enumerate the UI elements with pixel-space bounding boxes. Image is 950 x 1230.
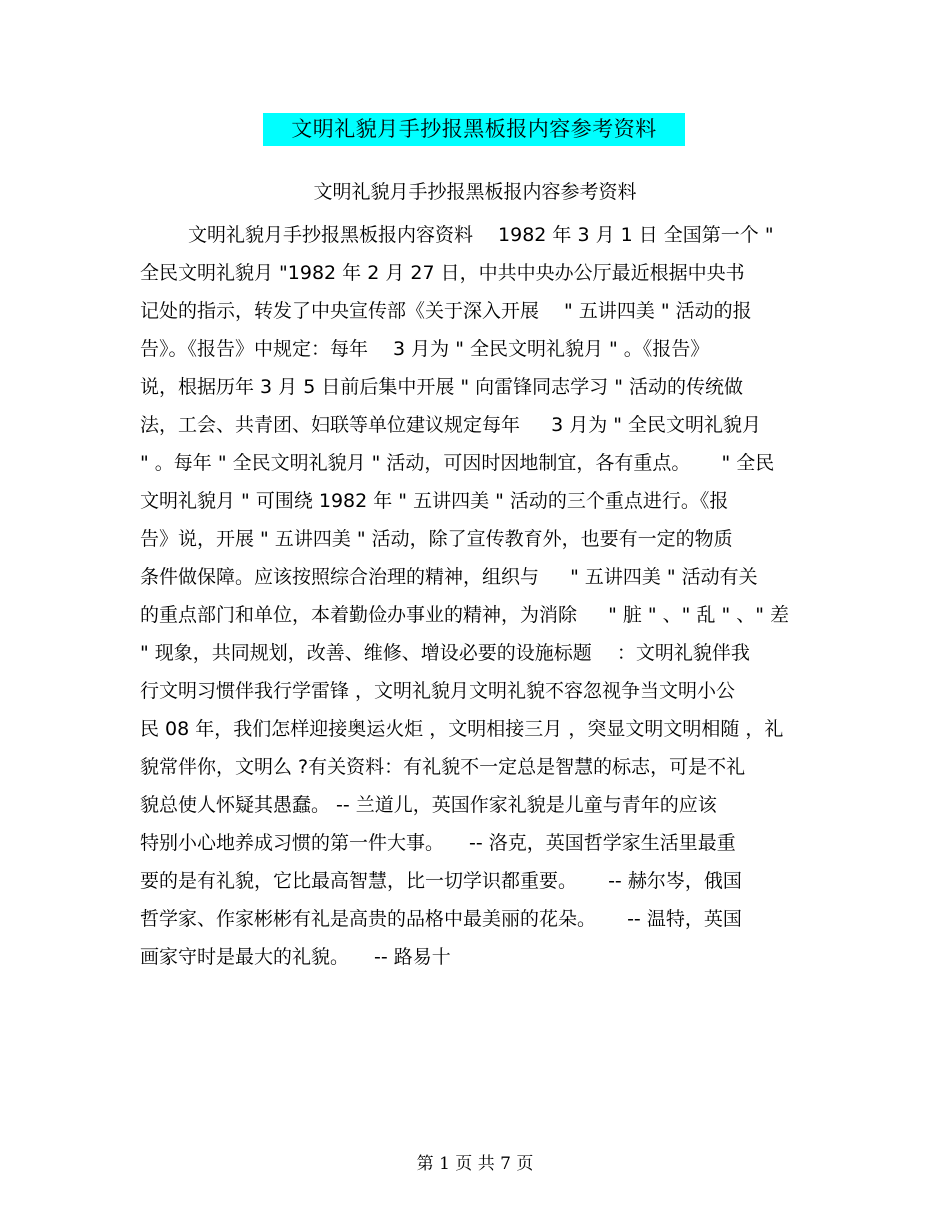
body-line: 特别小心地养成习惯的第一件大事。 -- 洛克，英国哲学家生活里最重 [140, 832, 736, 854]
body-line: 法，工会、共青团、妇联等单位建议规定每年 3 月为 " 全民文明礼貌月 [140, 414, 762, 436]
body-line: 貌总使人怀疑其愚蠢。 -- 兰道儿，英国作家礼貌是儿童与青年的应该 [140, 794, 717, 816]
header-title: 文明礼貌月手抄报黑板报内容参考资料 [263, 113, 685, 146]
body-line: 条件做保障。应该按照综合治理的精神，组织与 " 五讲四美 " 活动有关 [140, 566, 758, 588]
body-line: 民 08 年，我们怎样迎接奥运火炬 ，文明相接三月 ，突显文明文明相随 ，礼 [140, 718, 784, 740]
body-line: 告》。《报告》中规定：每年 3 月为 " 全民文明礼貌月 " 。《报告》 [140, 338, 710, 360]
body-line: " 。每年 " 全民文明礼貌月 " 活动，可因时因地制宜，各有重点。 " 全民 [140, 452, 775, 474]
page-footer: 第 1 页 共 7 页 [416, 1154, 534, 1174]
body-line: 要的是有礼貌，它比最高智慧，比一切学识都重要。 -- 赫尔岑，俄国 [140, 870, 742, 892]
body-line: 行文明习惯伴我行学雷锋 ，文明礼貌月文明礼貌不容忽视争当文明小公 [140, 680, 736, 702]
document-subtitle: 文明礼貌月手抄报黑板报内容参考资料 [313, 181, 637, 203]
body-line: 文明礼貌月 " 可围绕 1982 年 " 五讲四美 " 活动的三个重点进行。《报 [140, 490, 729, 512]
body-line: 文明礼貌月手抄报黑板报内容资料 1982 年 3 月 1 日 全国第一个 " [188, 224, 774, 246]
body-line: 说，根据历年 3 月 5 日前后集中开展 " 向雷锋同志学习 " 活动的传统做 [140, 376, 743, 398]
body-line: 记处的指示，转发了中央宣传部《关于深入开展 " 五讲四美 " 活动的报 [140, 300, 752, 322]
body-line: 的重点部门和单位，本着勤俭办事业的精神，为消除 " 脏 " 、" 乱 " 、" 差 [140, 604, 790, 626]
body-line: " 现象，共同规划，改善、维修、增设必要的设施标题 ：文明礼貌伴我 [140, 642, 750, 664]
body-line: 告》说，开展 " 五讲四美 " 活动，除了宣传教育外，也要有一定的物质 [140, 528, 733, 550]
body-line: 貌常伴你，文明么 ?有关资料：有礼貌不一定总是智慧的标志，可是不礼 [140, 756, 746, 778]
body-line: 全民文明礼貌月 "1982 年 2 月 27 日，中共中央办公厅最近根据中央书 [140, 262, 745, 284]
body-line: 画家守时是最大的礼貌。 -- 路易十 [140, 946, 451, 968]
body-line: 哲学家、作家彬彬有礼是高贵的品格中最美丽的花朵。 -- 温特，英国 [140, 908, 742, 930]
